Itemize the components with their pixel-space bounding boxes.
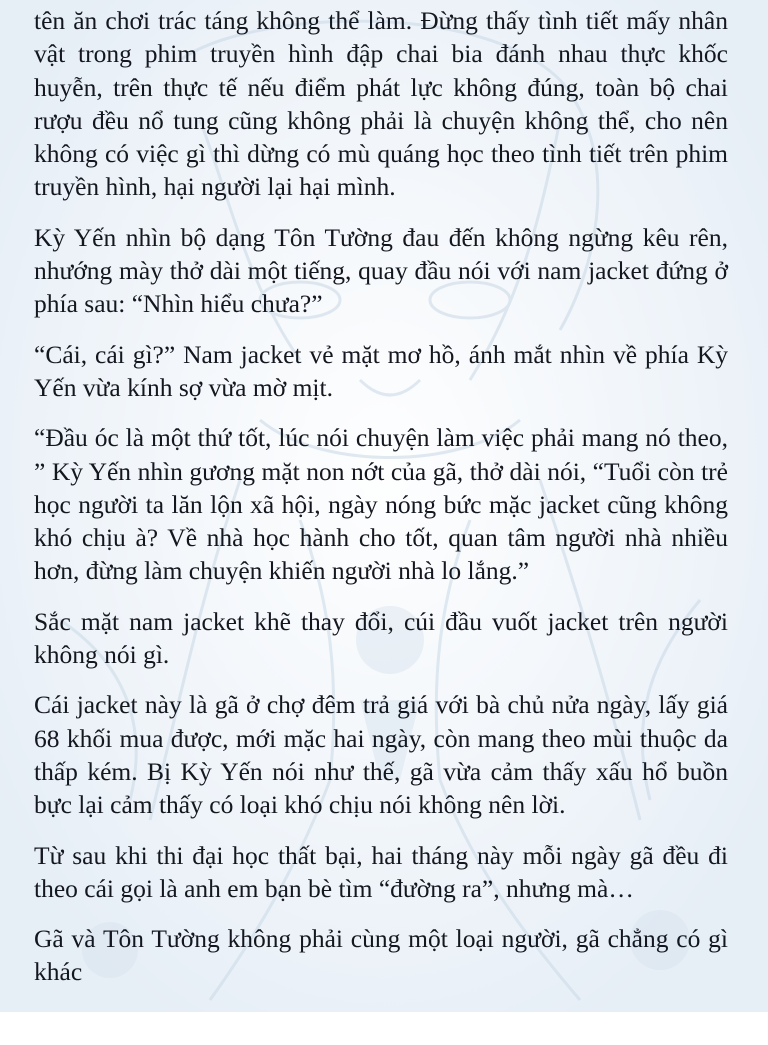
paragraph-4: “Đầu óc là một thứ tốt, lúc nói chuyện làm việc phải mang nó theo, ” Kỳ Yến nhìn gương mặt non nớt của gã, thở dài nói, “Tuổi còn trẻ học người ta lăn lộn xã hội, ngày nóng bức mặc jacket cũng không khó chịu à? Về nhà học hành cho tốt, quan tâm người nhà nhiều hơn, đừng làm chuyện khiến người nhà lo lắng.” — [34, 423, 728, 586]
paragraph-5: Sắc mặt nam jacket khẽ thay đổi, cúi đầu vuốt jacket trên người không nói gì. — [34, 606, 728, 670]
page-bottom-edge — [0, 1012, 768, 1045]
paragraph-6: Cái jacket này là gã ở chợ đêm trả giá với bà chủ nửa ngày, lấy giá 68 khối mua được, mới mặc hai ngày, còn mang theo mùi thuộc da thấp kém. Bị Kỳ Yến nói như thế, gã vừa cảm thấy xấu hổ buồn bực lại cảm thấy có loại khó chịu nói không nên lời. — [34, 690, 728, 820]
paragraph-7: Từ sau khi thi đại học thất bại, hai tháng này mỗi ngày gã đều đi theo cái gọi là anh em bạn bè tìm “đường ra”, nhưng mà… — [34, 840, 728, 903]
paragraph-cut-off: Gã và Tôn Tường không phải cùng một loại người, gã chẳng có gì khác — [34, 924, 728, 987]
paragraph-2: Kỳ Yến nhìn bộ dạng Tôn Tường đau đến không ngừng kêu rên, nhướng mày thở dài một tiếng, quay đầu nói với nam jacket đứng ở phía sau: “Nhìn hiểu chưa?” — [34, 222, 728, 319]
chapter-text — [34, 4, 728, 1006]
paragraph-1: tên ăn chơi trác táng không thể làm. Đừng thấy tình tiết mấy nhân vật trong phim truyền hình đập chai bia đánh nhau thực khốc huyễn, trên thực tế nếu điểm phát lực không đúng, toàn bộ chai rượu đều nổ tung cũng không phải là chuyện không thể, cho nên không có việc gì thì dừng có mù quáng học theo tình tiết trên phim truyền hình, hại người lại hại mình. — [34, 6, 728, 202]
paragraph-3: “Cái, cái gì?” Nam jacket vẻ mặt mơ hồ, ánh mắt nhìn về phía Kỳ Yến vừa kính sợ vừa mờ mịt. — [34, 339, 728, 402]
